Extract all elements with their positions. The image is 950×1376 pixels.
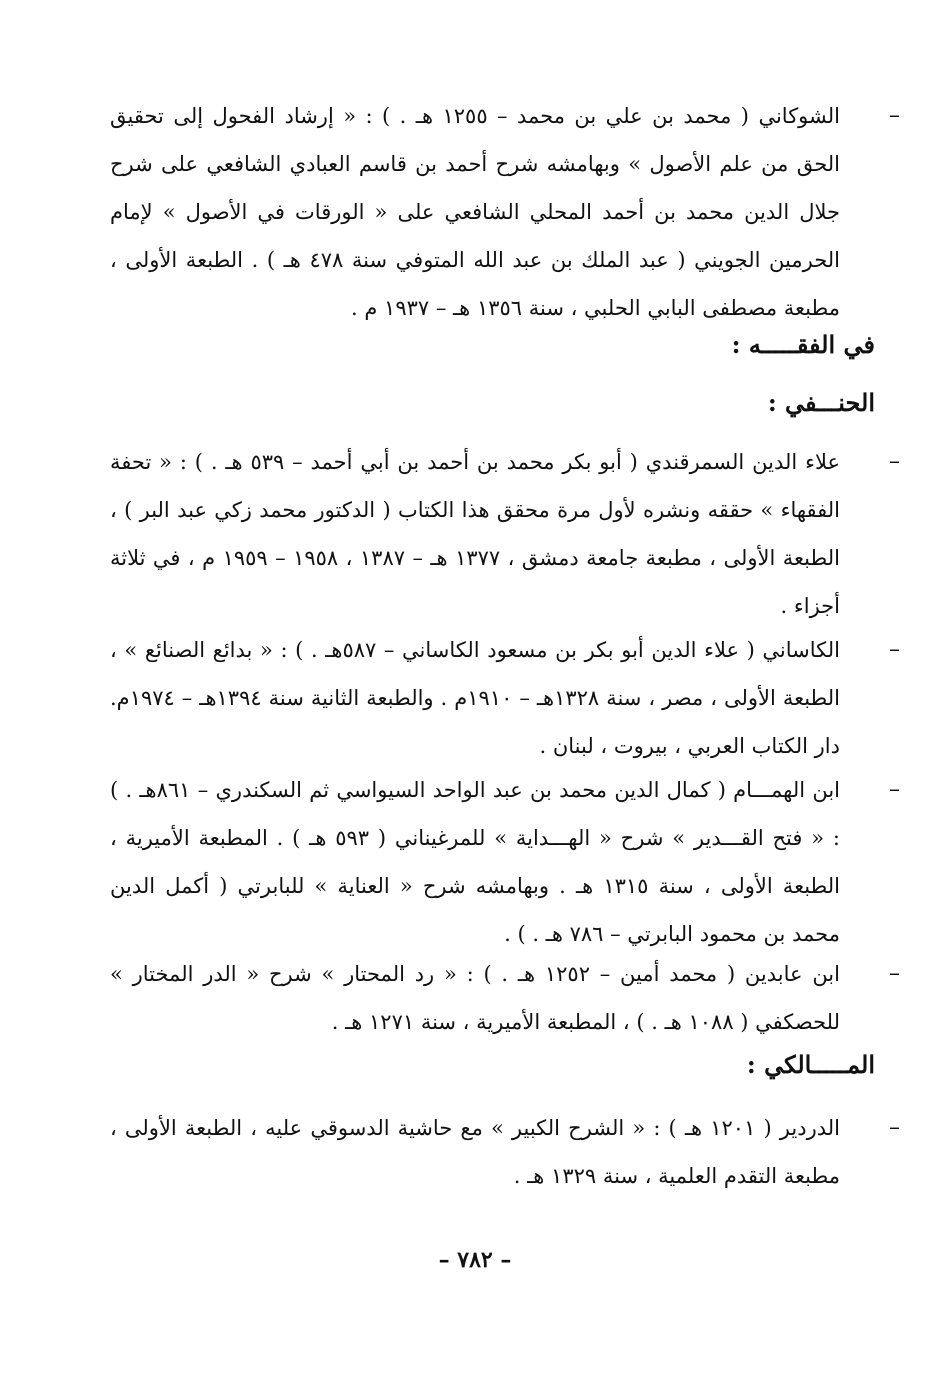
bibliography-entry-shawkani <box>110 92 900 332</box>
page-number: – ٧٨٢ – <box>438 1247 512 1273</box>
bibliography-entry-ibn-humam <box>110 766 900 958</box>
entry-text: ابن الهمـــام ( كمال الدين محمد بن عبد الواحد السيواسي ثم السكندري – ٨٦١هـ . ) : « فتح القـــدير » شرح « الهـــداية » للمرغيناني ( ٥٩٣ هـ ) . المطبعة الأميرية ، الطبعة الأولى ، سنة ١٣١٥ هـ . وبهامشه شرح « العناية » للبابرتي ( أكمل الدين محمد بن محمود البابرتي – ٧٨٦ هـ . ) . <box>110 778 840 946</box>
bibliography-entry-dardir <box>110 1104 900 1200</box>
entry-text: الدردير ( ١٢٠١ هـ ) : « الشرح الكبير » مع حاشية الدسوقي عليه ، الطبعة الأولى ، مطبعة التقدم العلمية ، سنة ١٣٢٩ هـ . <box>110 1116 840 1188</box>
entry-dash: – <box>889 777 900 802</box>
section-heading-maliki: المـــــالكي : <box>746 1050 875 1079</box>
bibliography-entry-ibn-abidin <box>110 950 900 1046</box>
entry-text: الشوكاني ( محمد بن علي بن محمد – ١٢٥٥ هـ . ) : « إرشاد الفحول إلى تحقيق الحق من علم الأصول » وبهامشه شرح أحمد بن قاسم العبادي الشافعي على شرح جلال الدين محمد بن أحمد المحلي الشافعي على « الورقات في الأصول » لإمام الحرمين الجويني ( عبد الملك بن عبد الله المتوفي سنة ٤٧٨ هـ ) . الطبعة الأولى ، مطبعة مصطفى البابي الحلبي ، سنة ١٣٥٦ هـ – ١٩٣٧ م . <box>110 104 841 320</box>
section-heading-fiqh: في الفقـــــه : <box>731 330 875 359</box>
bibliography-entry-samarqandi <box>110 438 900 630</box>
entry-dash: – <box>889 1115 900 1140</box>
section-heading-hanafi: الحنـــفي : <box>767 388 875 417</box>
entry-dash: – <box>889 637 900 662</box>
bibliography-entry-kasani <box>110 626 900 770</box>
entry-dash: – <box>889 449 900 474</box>
entry-text: علاء الدين السمرقندي ( أبو بكر محمد بن أحمد بن أبي أحمد – ٥٣٩ هـ . ) : « تحفة الفقهاء » حققه ونشره لأول مرة محقق هذا الكتاب ( الدكتور محمد زكي عبد البر ) ، الطبعة الأولى ، مطبعة جامعة دمشق ، ١٣٧٧ هـ – ١٣٨٧ ، ١٩٥٨ – ١٩٥٩ م ، في ثلاثة أجزاء . <box>110 450 840 618</box>
entry-text: ابن عابدين ( محمد أمين – ١٢٥٢ هـ . ) : « رد المحتار » شرح « الدر المختار » للحصكفي ( ١٠٨٨ هـ . ) ، المطبعة الأميرية ، سنة ١٢٧١ هـ . <box>110 962 840 1034</box>
entry-dash: – <box>889 103 900 128</box>
entry-text: الكاساني ( علاء الدين أبو بكر بن مسعود الكاساني – ٥٨٧هـ . ) : « بدائع الصنائع » ، الطبعة الأولى ، مصر ، سنة ١٣٢٨هـ – ١٩١٠م . والطبعة الثانية سنة ١٣٩٤هـ – ١٩٧٤م. دار الكتاب العربي ، بيروت ، لبنان . <box>110 638 841 758</box>
entry-dash: – <box>889 961 900 986</box>
